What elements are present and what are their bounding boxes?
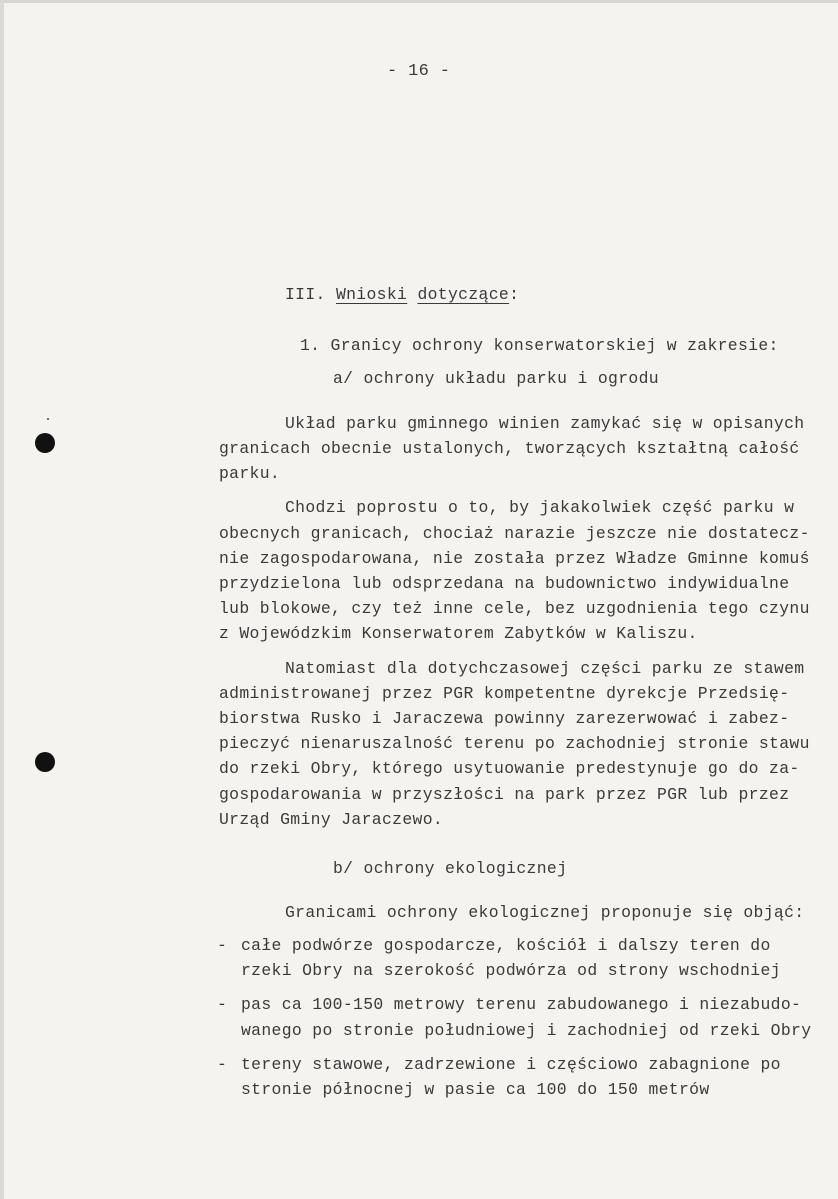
punch-hole-bottom <box>35 752 55 772</box>
section-number: III. <box>285 285 326 304</box>
paragraph-line: przydzielona lub odsprzedana na budownictwo indywidualne <box>219 574 790 593</box>
paragraph-line: biorstwa Rusko i Jaraczewa powinny zarezerwować i zabez- <box>219 709 790 728</box>
paragraph-line: z Wojewódzkim Konserwatorem Zabytków w Kaliszu. <box>219 624 698 643</box>
bullet-line: wanego po stronie południowej i zachodniej od rzeki Obry <box>241 1021 812 1040</box>
paragraph-line: obecnych granicach, chociaż narazie jeszcze nie dostatecz- <box>219 524 810 543</box>
bullet-marker: - <box>217 995 228 1014</box>
paragraph-line: do rzeki Obry, którego usytuowanie predestynuje go do za- <box>219 759 800 778</box>
bullet-line: pas ca 100-150 metrowy terenu zabudowanego i niezabudo- <box>241 995 802 1014</box>
paragraph-line: pieczyć nienaruszalność terenu po zachodniej stronie stawu <box>219 734 810 753</box>
bullet-line: stronie północnej w pasie ca 100 do 150 metrów <box>241 1080 710 1099</box>
section-heading <box>285 285 519 305</box>
paragraph-line: Natomiast dla dotychczasowej części parku ze stawem <box>285 659 805 678</box>
ink-speck <box>47 418 49 420</box>
bullet-line: tereny stawowe, zadrzewione i częściowo zabagnione po <box>241 1055 781 1074</box>
page-number: - 16 - <box>387 62 451 81</box>
paragraph-line: Chodzi poprostu o to, by jakakolwiek część parku w <box>285 498 795 517</box>
paragraph-line: Urząd Gminy Jaraczewo. <box>219 810 444 829</box>
paragraph-line: nie zagospodarowana, nie została przez Władze Gminne komuś <box>219 549 810 568</box>
section-title-colon: : <box>509 285 520 304</box>
subsection-a-heading: a/ ochrony układu parku i ogrodu <box>333 369 659 388</box>
paragraph-line: gospodarowania w przyszłości na park przez PGR lub przez <box>219 785 790 804</box>
bullet-marker: - <box>217 1055 228 1074</box>
bullet-line: całe podwórze gospodarcze, kościół i dalszy teren do <box>241 936 771 955</box>
section-title-word-2: dotyczące <box>417 285 510 304</box>
page-top-edge <box>0 0 838 3</box>
paragraph-4: Granicami ochrony ekologicznej proponuje się objąć: <box>285 903 805 922</box>
paragraph-line: parku. <box>219 464 281 483</box>
paragraph-line: granicach obecnie ustalonych, tworzących kształtną całość <box>219 439 800 458</box>
paragraph-line: Układ parku gminnego winien zamykać się w opisanych <box>285 414 805 433</box>
item-1-heading: 1. Granicy ochrony konserwatorskiej w zakresie: <box>300 336 779 355</box>
paragraph-line: lub blokowe, czy też inne cele, bez uzgodnienia tego czynu <box>219 599 810 618</box>
subsection-b-heading: b/ ochrony ekologicznej <box>333 859 568 878</box>
punch-hole-top <box>35 433 55 453</box>
page-left-edge <box>0 0 4 1199</box>
bullet-line: rzeki Obry na szerokość podwórza od strony wschodniej <box>241 961 781 980</box>
section-title-word-1: Wnioski <box>335 285 408 304</box>
bullet-marker: - <box>217 936 228 955</box>
paragraph-line: administrowanej przez PGR kompetentne dyrekcje Przedsię- <box>219 684 790 703</box>
